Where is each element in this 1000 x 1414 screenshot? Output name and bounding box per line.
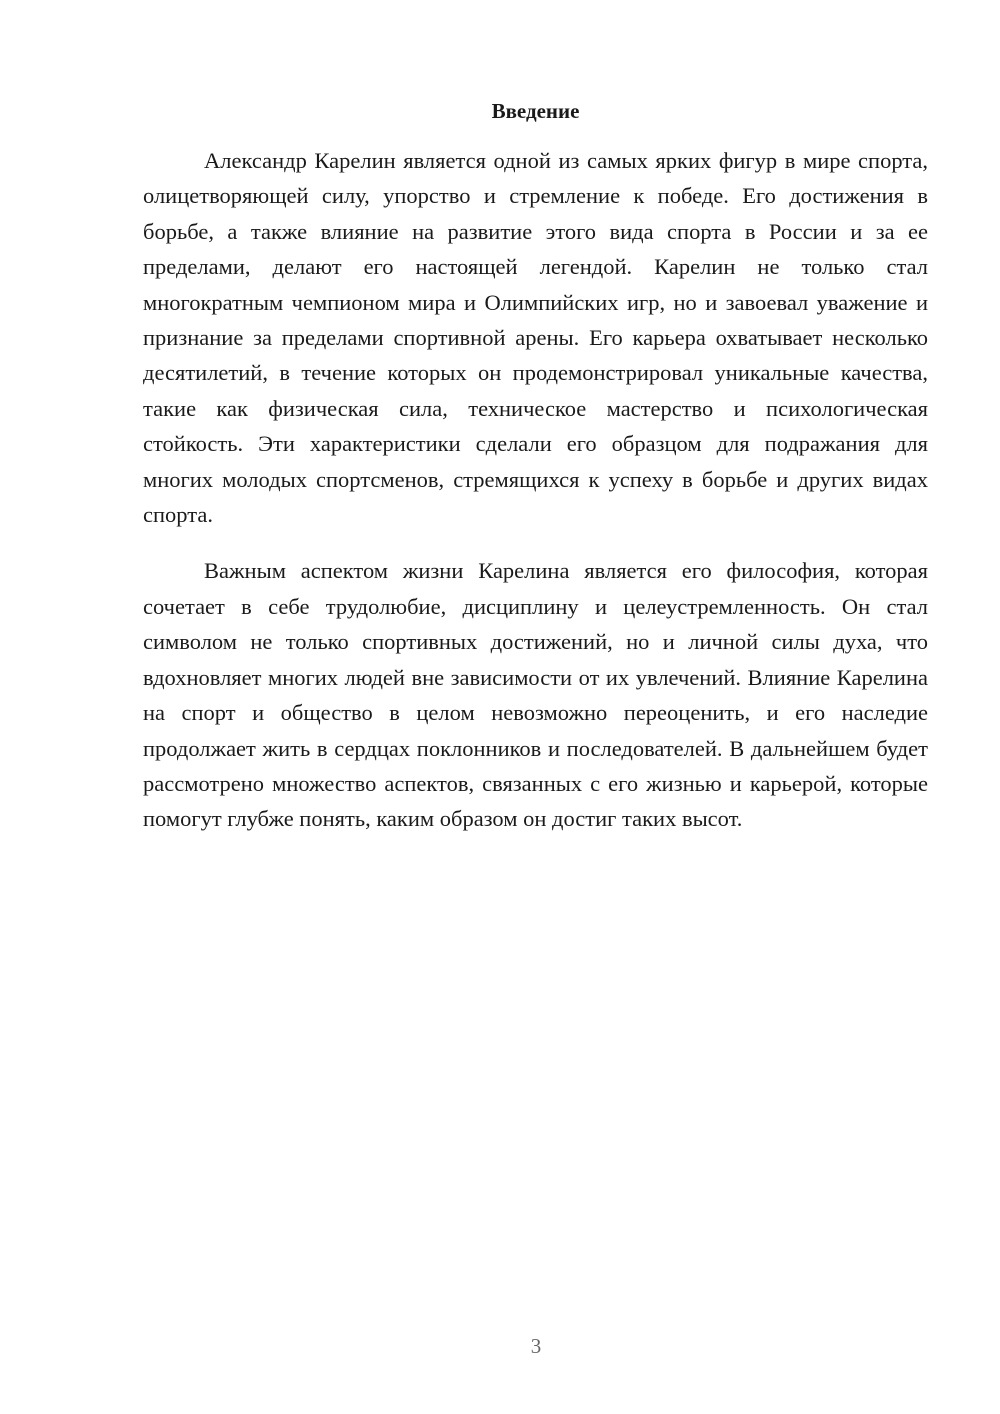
body-text [143,143,928,837]
page-number: 3 [530,1334,542,1358]
paragraph-1: Александр Карелин является одной из самых ярких фигур в мире спорта, олицетворяющей силу, упорство и стремление к победе. Его достижения в борьбе, а также влияние на развитие этого вида спорта в России и за ее пределами, делают его настоящей легендой. Карелин не только стал многократным чемпионом мира и Олимпийских игр, но и завоевал уважение и признание за пределами спортивной арены. Его карьера охватывает несколько десятилетий, в течение которых он продемонстрировал уникальные качества, такие как физическая сила, техническое мастерство и психологическая стойкость. Эти характеристики сделали его образцом для подражания для многих молодых спортсменов, стремящихся к успеху в борьбе и других видах спорта. [143,148,928,528]
paragraph-2: Важным аспектом жизни Карелина является его философия, которая сочетает в себе трудолюбие, дисциплину и целеустремленность. Он стал символом не только спортивных достижений, но и личной силы духа, что вдохновляет многих людей вне зависимости от их увлечений. Влияние Карелина на спорт и общество в целом невозможно переоценить, и его наследие продолжает жить в сердцах поклонников и последователей. В дальнейшем будет рассмотрено множество аспектов, связанных с его жизнью и карьерой, которые помогут глубже понять, каким образом он достиг таких высот. [143,558,928,832]
section-heading: Введение [491,99,580,123]
